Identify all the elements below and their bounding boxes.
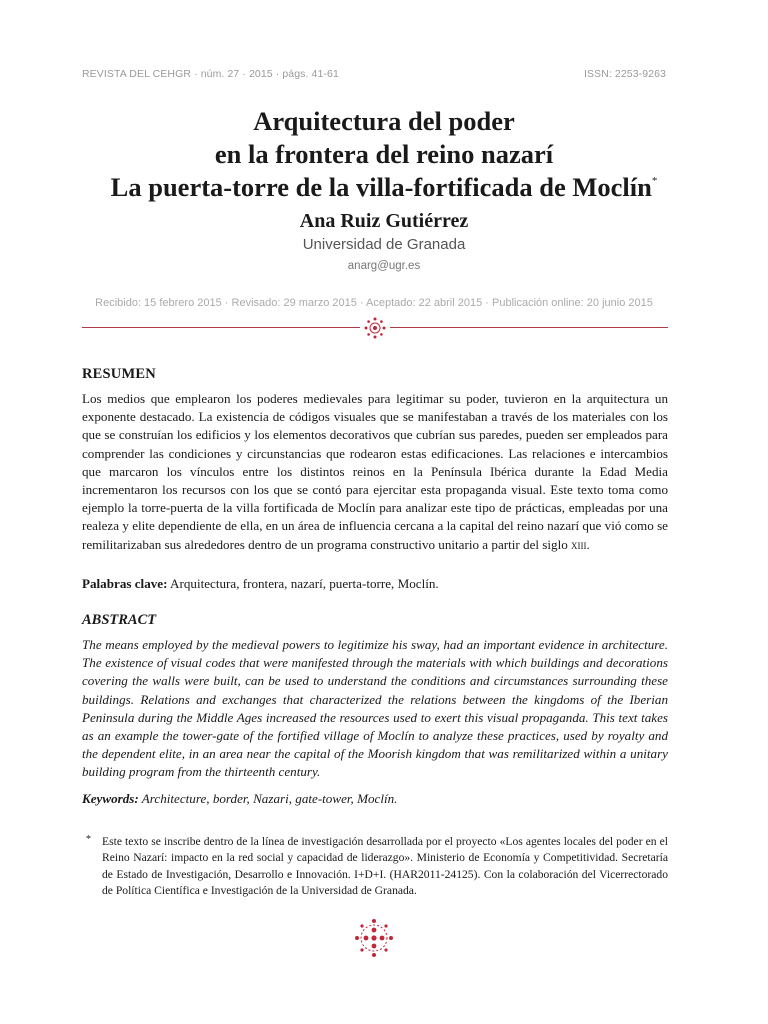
resumen-century: xiii	[571, 536, 587, 552]
abstract-text: The means employed by the medieval powers to legitimize his sway, had an important evidence in architecture. The existence of visual codes that were manifested through the materials with which buildings and decorations covering the walls were built, can be used to understand the conditions and circumstances surrounding these buildings. Relations and exchanges that characterized the relations between the kingdoms of the Iberian Peninsula during the Middle Ages increased the resources used to exert this visual propaganda. This text takes as an example the tower-gate of the fortified village of Moclín to analyze these practices, used by royalty and the dependent elite, in an area near the capital of the Moorish kingdom that was remilitarized within a unitary building program from the thirteenth century.	[82, 637, 668, 780]
divider-line-right	[390, 327, 668, 328]
divider-line-left	[82, 327, 360, 328]
resumen-text-end: .	[586, 536, 590, 552]
palabras-clave	[82, 576, 668, 592]
floral-divider-icon	[364, 317, 386, 339]
abstract-heading: ABSTRACT	[82, 612, 157, 628]
article-title	[40, 105, 728, 204]
issn: ISSN: 2253-9263	[583, 68, 666, 80]
floral-ornament-icon	[354, 918, 394, 958]
title-line-2: en la frontera del reino nazarí	[214, 139, 554, 169]
palabras-clave-list: Arquitectura, frontera, nazarí, puerta-torre, Moclín.	[170, 576, 439, 591]
title-footnote-marker[interactable]: *	[651, 175, 658, 187]
keywords-label: Keywords:	[82, 791, 139, 806]
palabras-clave-label: Palabras clave:	[82, 576, 168, 591]
author-affiliation: Universidad de Granada	[302, 236, 466, 253]
resumen-text	[82, 390, 668, 554]
keywords	[82, 791, 668, 807]
author-name: Ana Ruiz Gutiérrez	[299, 210, 469, 232]
keywords-list: Architecture, border, Nazari, gate-tower, Moclín.	[141, 791, 398, 806]
title-line-3	[40, 171, 728, 204]
footnote	[86, 834, 668, 899]
footnote-marker: *	[86, 834, 91, 845]
journal-info: REVISTA DEL CEHGR · núm. 27 · 2015 · págs. 41-61	[82, 68, 339, 80]
author-email[interactable]: anarg@ugr.es	[347, 260, 421, 272]
resumen-heading: RESUMEN	[82, 366, 156, 382]
footnote-text: Este texto se inscribe dentro de la línea de investigación desarrollada por el proyecto «Los agentes locales del poder en el Reino Nazarí: impacto en la red social y capacidad de liderazgo». Ministerio de Economía y Competitividad. Secretaría de Estado de Investigación, Desarrollo e Innovación. I+D+I. (HAR2011-24125). Con la colaboración del Vicerrectorado de Política Científica e Investigación de la Universidad de Granada.	[102, 835, 668, 897]
section-divider	[82, 317, 668, 339]
title-line-3-text: La puerta-torre de la villa-fortificada de Moclín	[110, 172, 652, 202]
publication-dates: Recibido: 15 febrero 2015 · Revisado: 29 marzo 2015 · Aceptado: 22 abril 2015 · Publicación online: 20 junio 2015	[95, 297, 653, 309]
resumen-text-main: Los medios que emplearon los poderes medievales para legitimar su poder, tuvieron en la arquitectura un exponente destacado. La existencia de códigos visuales que se manifestaban a través de los materiales con los que se construían los edificios y los elementos decorativos que cubrían sus paredes, pueden ser empleados para comprender las condiciones y circunstancias que rodearon estas edificaciones. Las relaciones e intercambios que marcaron los vínculos entre los distintos reinos en la Península Ibérica durante la Edad Media incrementaron los recursos con los que se contó para ejercitar esta propaganda visual. Este texto toma como ejemplo la torre-puerta de la villa fortificada de Moclín para analizar este tipo de prácticas, empleadas por una realeza y elite dependiente de ella, en un área de influencia cercana a la capital del reino nazarí que vió como se remilitarizaban sus alrededores dentro de un programa constructivo unitario a partir del siglo	[82, 391, 668, 552]
title-line-1: Arquitectura del poder	[253, 106, 515, 136]
journal-header	[82, 68, 666, 80]
